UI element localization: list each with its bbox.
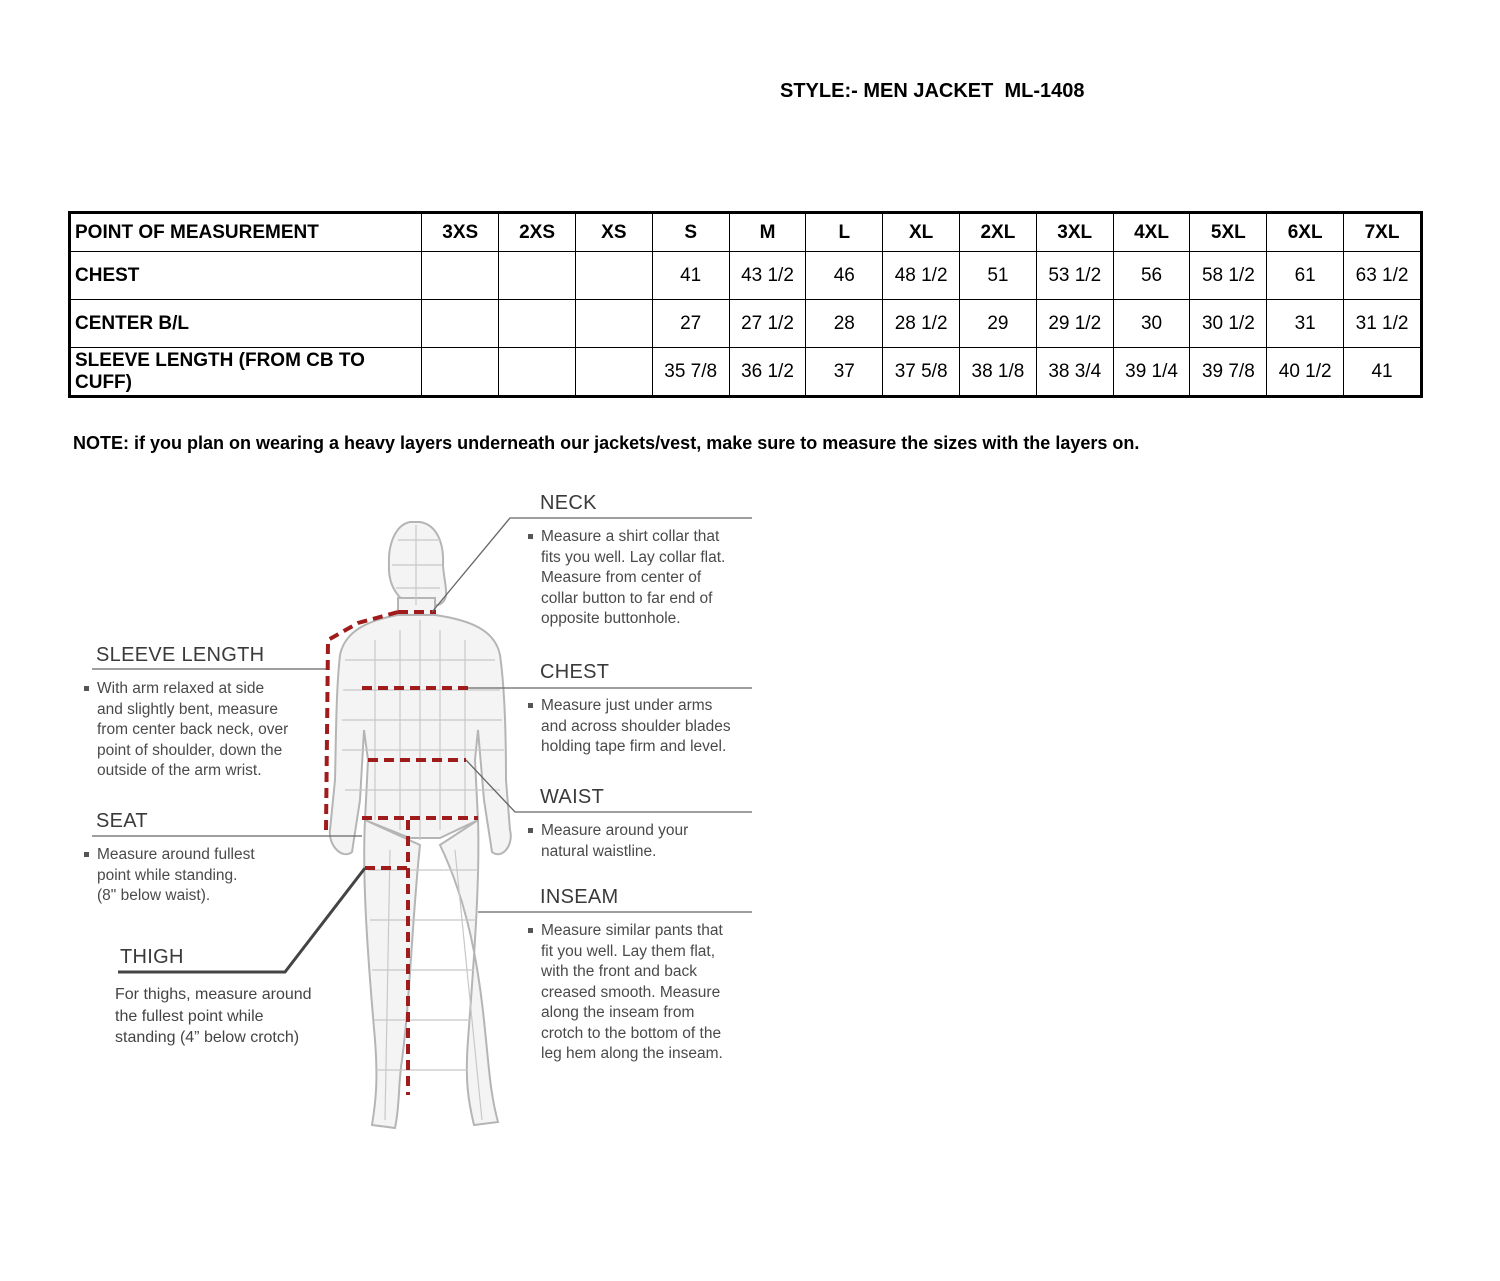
desc-line: Measure a shirt collar that — [541, 528, 720, 545]
inseam-description — [541, 921, 723, 1065]
desc-line: holding tape firm and level. — [541, 738, 727, 755]
table-row — [70, 252, 1422, 300]
table-cell: 28 — [806, 300, 883, 348]
table-cell: 35 7/8 — [652, 348, 729, 397]
desc-line: opposite buttonhole. — [541, 610, 681, 627]
table-cell: 39 1/4 — [1113, 348, 1190, 397]
table-cell — [575, 300, 652, 348]
header-cell: M — [729, 213, 806, 252]
table-cell — [422, 348, 499, 397]
desc-line: Measure around fullest — [97, 846, 255, 863]
body-figure-illustration — [0, 470, 1500, 1170]
desc-line: collar button to far end of — [541, 589, 713, 607]
header-cell: 3XS — [422, 213, 499, 252]
table-cell: 40 1/2 — [1267, 348, 1344, 397]
desc-line: point of shoulder, down the — [97, 741, 283, 759]
header-cell: POINT OF MEASUREMENT — [70, 213, 422, 252]
header-cell: 6XL — [1267, 213, 1344, 252]
table-cell: 38 1/8 — [960, 348, 1037, 397]
desc-line: natural waistline. — [541, 842, 657, 860]
table-cell: 31 — [1267, 300, 1344, 348]
desc-line: fits you well. Lay collar flat. — [541, 548, 726, 566]
desc-line: Measure from center of — [541, 569, 702, 586]
size-chart-table — [68, 211, 1423, 398]
desc-line: from center back neck, over — [97, 721, 289, 738]
table-row — [70, 300, 1422, 348]
waist-description — [541, 821, 688, 862]
desc-line: creased smooth. Measure — [541, 983, 721, 1001]
bullet-icon — [528, 928, 533, 933]
table-cell: 29 — [960, 300, 1037, 348]
header-cell: 2XL — [960, 213, 1037, 252]
sleeve-length-title: SLEEVE LENGTH — [96, 644, 265, 666]
desc-line: (8" below waist). — [97, 887, 211, 904]
table-header-row — [70, 213, 1422, 252]
table-cell: 30 1/2 — [1190, 300, 1267, 348]
table-cell: 53 1/2 — [1036, 252, 1113, 300]
row-label: CHEST — [70, 252, 422, 300]
desc-line: Measure similar pants that — [541, 922, 723, 939]
desc-line: fit you well. Lay them flat, — [541, 942, 716, 960]
table-cell: 30 — [1113, 300, 1190, 348]
table-cell: 41 — [652, 252, 729, 300]
table-cell: 41 — [1344, 348, 1422, 397]
inseam-title: INSEAM — [540, 886, 619, 908]
header-cell: XL — [883, 213, 960, 252]
chest-title: CHEST — [540, 661, 610, 683]
desc-line: With arm relaxed at side — [97, 680, 265, 697]
header-cell: L — [806, 213, 883, 252]
table-cell: 51 — [960, 252, 1037, 300]
desc-line: the fullest point while — [115, 1007, 264, 1025]
table-cell — [422, 300, 499, 348]
row-label: CENTER B/L — [70, 300, 422, 348]
table-row — [70, 348, 1422, 397]
style-title: STYLE:- MEN JACKET ML-1408 — [780, 80, 1085, 102]
table-cell: 63 1/2 — [1344, 252, 1422, 300]
desc-line: crotch to the bottom of the — [541, 1024, 722, 1042]
desc-line: along the inseam from — [541, 1004, 695, 1021]
desc-line: and across shoulder blades — [541, 717, 731, 735]
table-cell: 46 — [806, 252, 883, 300]
table-cell — [422, 252, 499, 300]
table-cell — [575, 348, 652, 397]
desc-line: For thighs, measure around — [115, 986, 312, 1003]
layering-note: NOTE: if you plan on wearing a heavy layers underneath our jackets/vest, make sure to measure the sizes with the layers on. — [73, 433, 1140, 453]
sleeve-length-description — [97, 679, 288, 782]
table-cell — [575, 252, 652, 300]
table-cell: 37 — [806, 348, 883, 397]
chest-description — [541, 696, 731, 758]
desc-line: Measure around your — [541, 822, 689, 839]
desc-line: standing (4” below crotch) — [115, 1029, 300, 1046]
header-cell: 3XL — [1036, 213, 1113, 252]
header-cell: 5XL — [1190, 213, 1267, 252]
header-cell: S — [652, 213, 729, 252]
seat-title: SEAT — [96, 810, 148, 832]
table-cell: 56 — [1113, 252, 1190, 300]
header-cell: 7XL — [1344, 213, 1422, 252]
desc-line: leg hem along the inseam. — [541, 1045, 723, 1062]
table-cell: 58 1/2 — [1190, 252, 1267, 300]
table-cell — [499, 348, 576, 397]
table-cell — [499, 300, 576, 348]
bullet-icon — [84, 686, 89, 691]
table-cell: 31 1/2 — [1344, 300, 1422, 348]
table-cell: 43 1/2 — [729, 252, 806, 300]
neck-description — [541, 527, 725, 630]
row-label: SLEEVE LENGTH (FROM CB TO CUFF) — [70, 348, 422, 397]
table-cell: 36 1/2 — [729, 348, 806, 397]
table-cell: 39 7/8 — [1190, 348, 1267, 397]
desc-line: Measure just under arms — [541, 697, 713, 714]
bullet-icon — [528, 828, 533, 833]
thigh-title: THIGH — [120, 946, 184, 968]
neck-title: NECK — [540, 492, 597, 514]
table-cell: 27 1/2 — [729, 300, 806, 348]
header-cell: XS — [575, 213, 652, 252]
desc-line: and slightly bent, measure — [97, 700, 278, 718]
table-cell: 48 1/2 — [883, 252, 960, 300]
bullet-icon — [528, 534, 533, 539]
bullet-icon — [528, 703, 533, 708]
table-cell: 28 1/2 — [883, 300, 960, 348]
desc-line: outside of the arm wrist. — [97, 762, 262, 779]
thigh-description — [115, 984, 312, 1049]
table-cell: 37 5/8 — [883, 348, 960, 397]
header-cell: 4XL — [1113, 213, 1190, 252]
table-cell — [499, 252, 576, 300]
desc-line: point while standing. — [97, 866, 238, 884]
desc-line: with the front and back — [541, 963, 697, 980]
waist-title: WAIST — [540, 786, 605, 808]
table-cell: 27 — [652, 300, 729, 348]
header-cell: 2XS — [499, 213, 576, 252]
table-cell: 29 1/2 — [1036, 300, 1113, 348]
seat-description — [97, 845, 255, 907]
bullet-icon — [84, 852, 89, 857]
table-cell: 61 — [1267, 252, 1344, 300]
table-cell: 38 3/4 — [1036, 348, 1113, 397]
